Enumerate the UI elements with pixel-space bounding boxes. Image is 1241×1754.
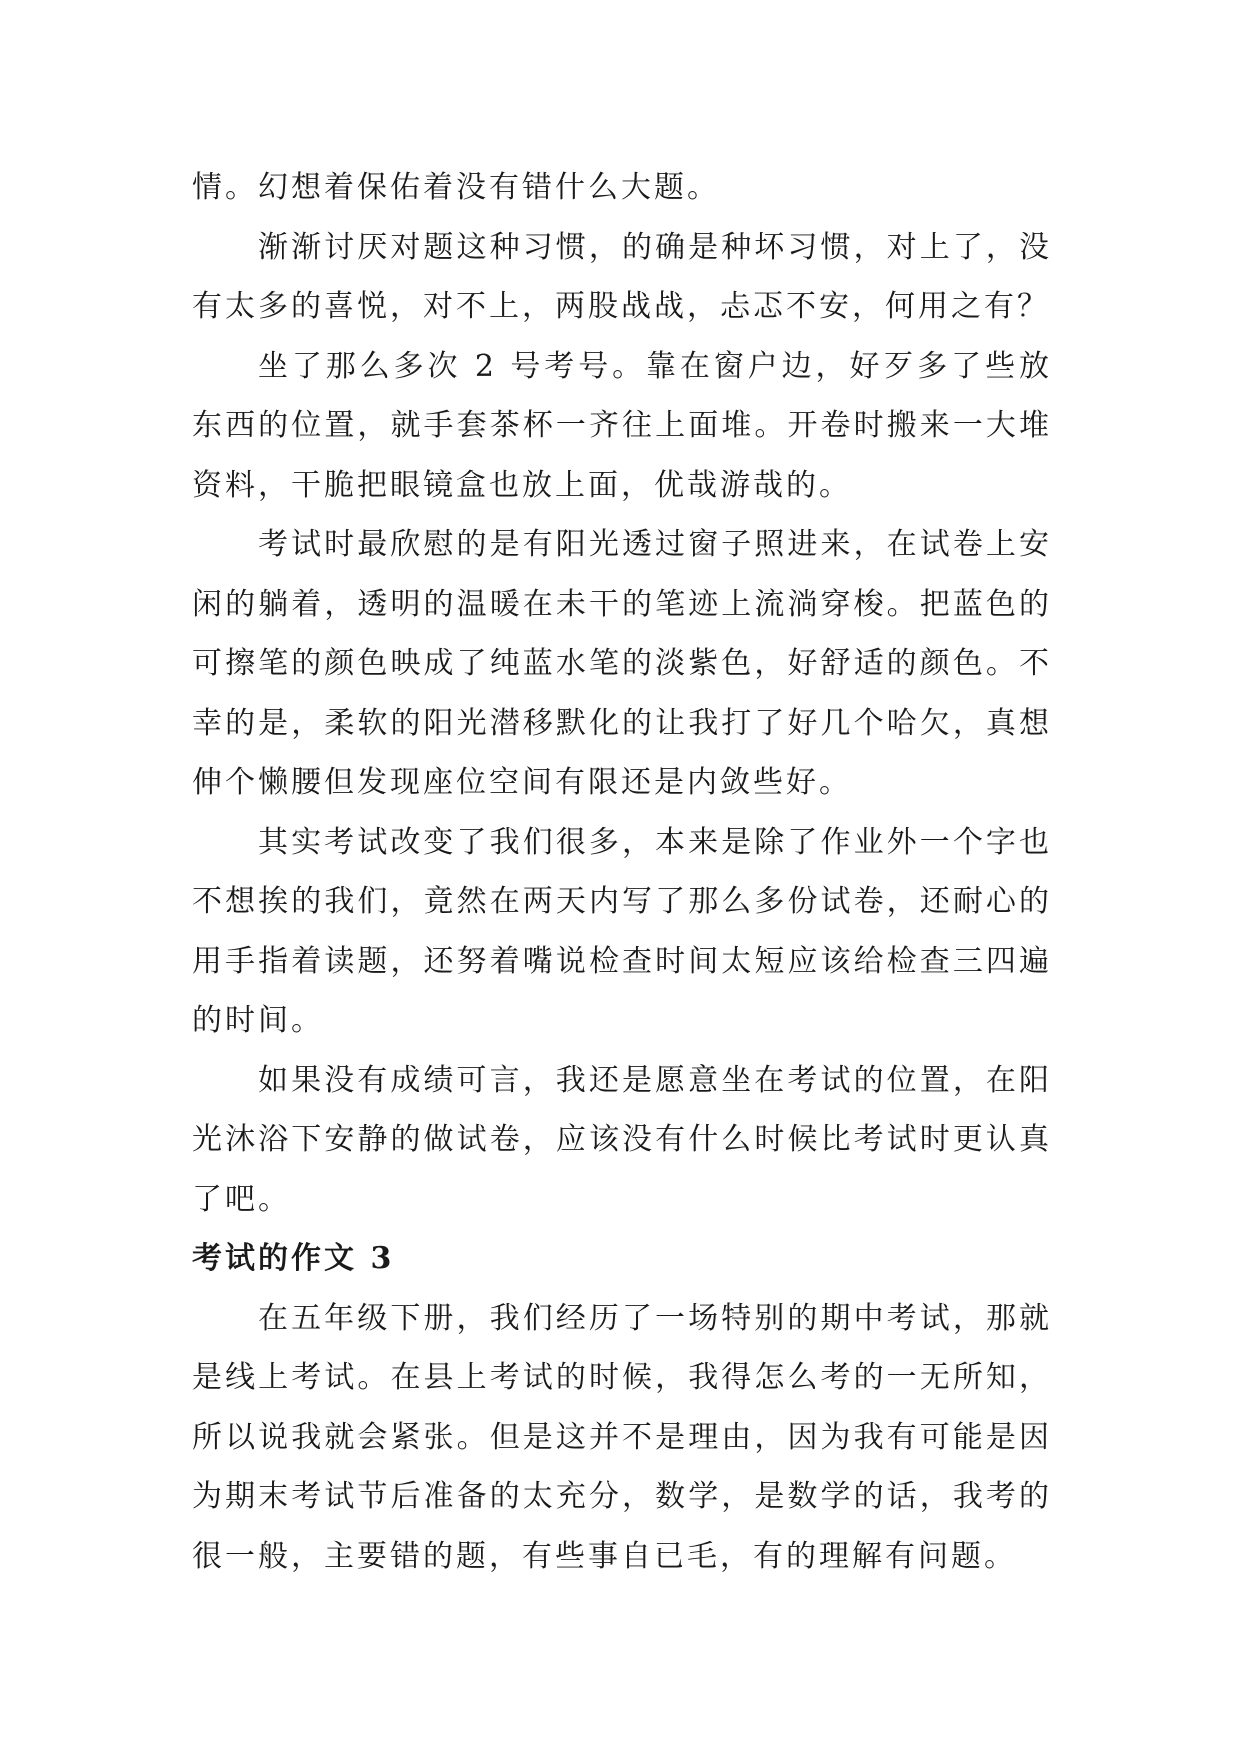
paragraph-6: 如果没有成绩可言，我还是愿意坐在考试的位置，在阳光沐浴下安静的做试卷，应该没有什么时候比考试时更认真了吧。 <box>192 1062 1052 1217</box>
paragraph-7: 在五年级下册，我们经历了一场特别的期中考试，那就是线上考试。在县上考试的时候，我得怎么考的一无所知，所以说我就会紧张。但是这并不是理由，因为我有可能是因为期末考试节后准备的太充分，数学，是数学的话，我考的很一般，主要错的题，有些事自已毛，有的理解有问题。 <box>192 1300 1052 1574</box>
section-heading: 考试的作文 3 <box>192 1241 395 1276</box>
document-body <box>192 158 1052 1586</box>
paragraph-5: 其实考试改变了我们很多，本来是除了作业外一个字也不想挨的我们，竟然在两天内写了那么多份试卷，还耐心的用手指着读题，还努着嘴说检查时间太短应该给检查三四遍的时间。 <box>192 824 1052 1038</box>
paragraph-4: 考试时最欣慰的是有阳光透过窗子照进来，在试卷上安闲的躺着，透明的温暖在未干的笔迹上流淌穿梭。把蓝色的可擦笔的颜色映成了纯蓝水笔的淡紫色，好舒适的颜色。不幸的是，柔软的阳光潜移默化的让我打了好几个哈欠，真想伸个懒腰但发现座位空间有限还是内敛些好。 <box>192 527 1052 800</box>
paragraph-3: 坐了那么多次 2 号考号。靠在窗户边，好歹多了些放东西的位置，就手套茶杯一齐往上面堆。开卷时搬来一大堆资料，干脆把眼镜盒也放上面，优哉游哉的。 <box>192 348 1052 503</box>
paragraph-1: 情。幻想着保佑着没有错什么大题。 <box>192 170 720 205</box>
paragraph-2: 渐渐讨厌对题这种习惯，的确是种坏习惯，对上了，没有太多的喜悦，对不上，两股战战，忐忑不安，何用之有？ <box>192 229 1052 324</box>
